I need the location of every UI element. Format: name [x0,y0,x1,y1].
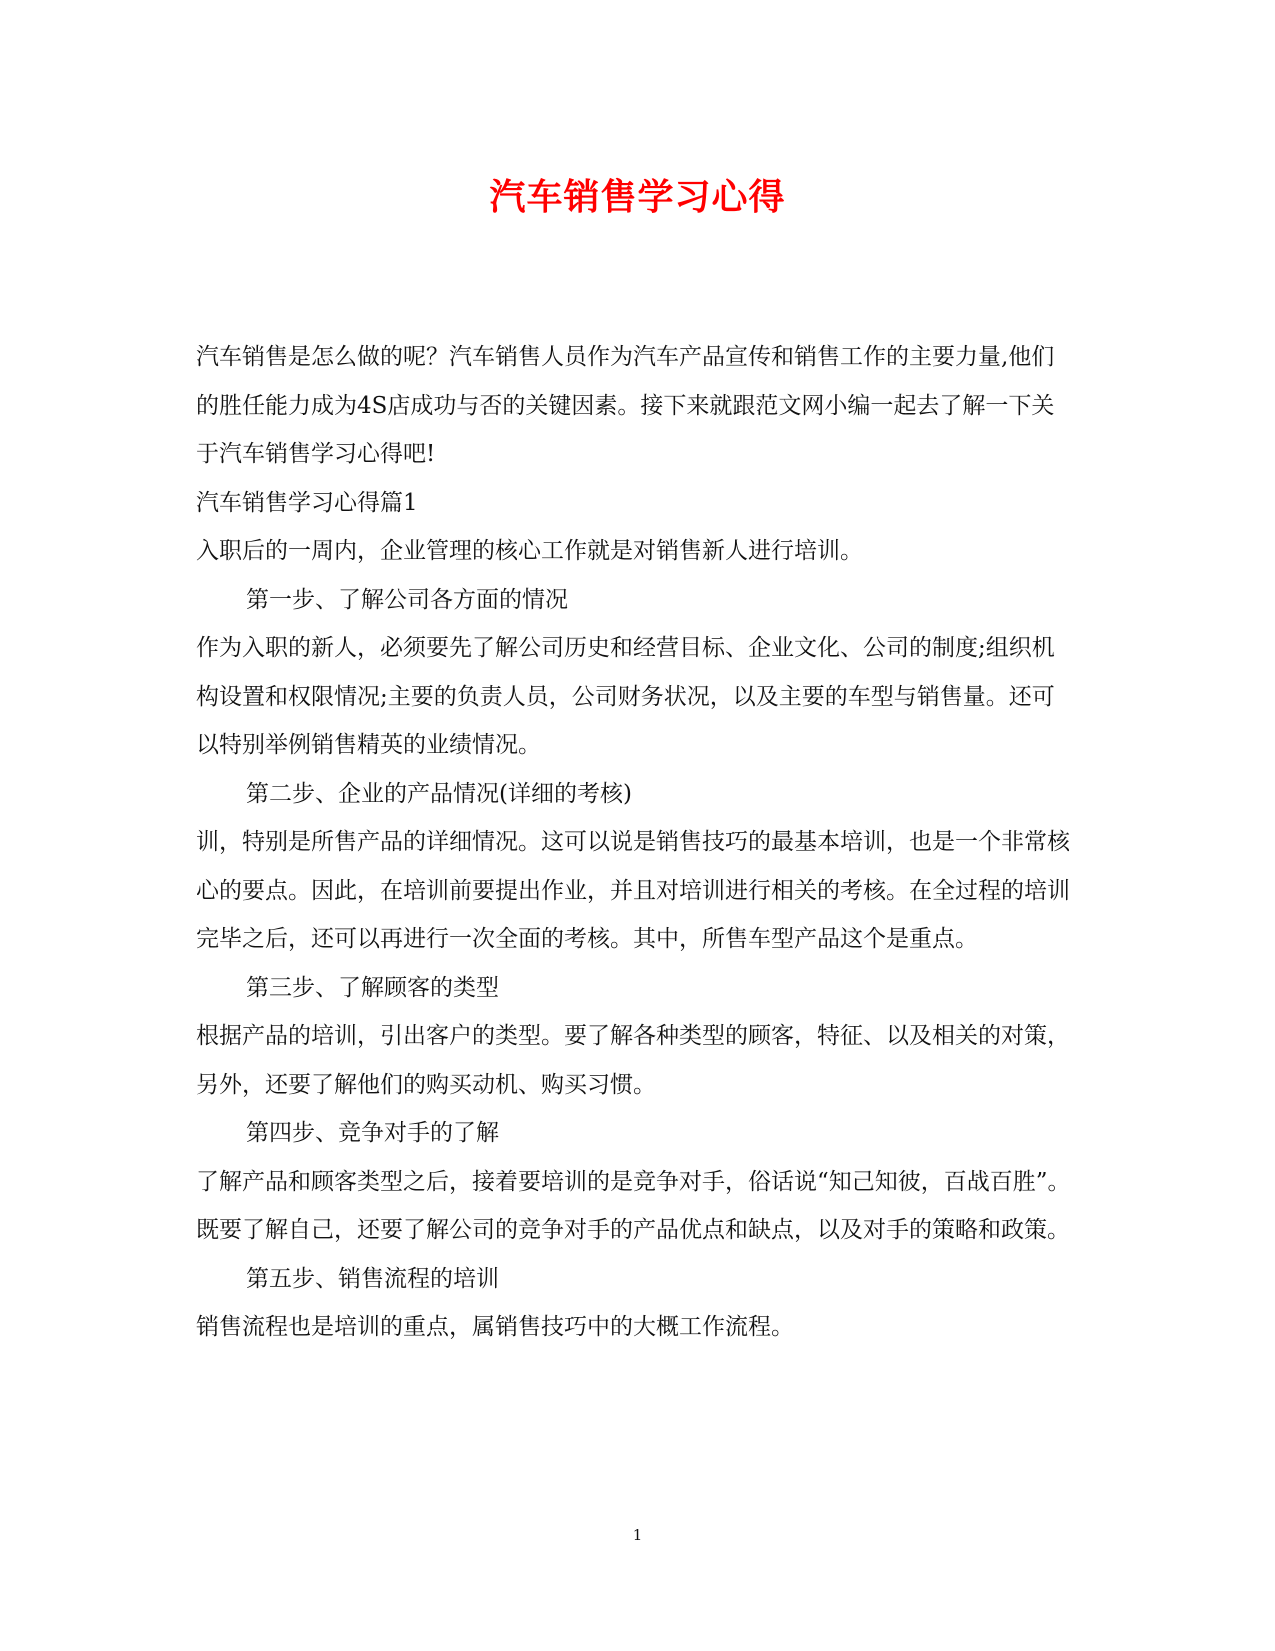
step-3-heading: 第三步、了解顾客的类型 [246,974,499,1001]
step-3-paragraph: 根据产品的培训，引出客户的类型。要了解各种类型的顾客，特征、以及相关的对策，另外，还要了解他们的购买动机、购买习惯。 [196,1023,1070,1098]
step-5-paragraph: 销售流程也是培训的重点，属销售技巧中的大概工作流程。 [196,1314,794,1340]
section-heading: 汽车销售学习心得篇1 [196,489,418,516]
step-4-heading: 第四步、竞争对手的了解 [246,1120,499,1146]
page-number: 1 [632,1526,643,1544]
paragraph-onboarding: 入职后的一周内，企业管理的核心工作就是对销售新人进行培训。 [196,538,863,564]
step-2-heading: 第二步、企业的产品情况(详细的考核) [246,780,632,807]
step-5-heading: 第五步、销售流程的培训 [246,1265,499,1292]
step-1-heading: 第一步、了解公司各方面的情况 [246,586,568,613]
document-body [196,333,1076,1352]
step-4-paragraph: 了解产品和顾客类型之后，接着要培训的是竞争对手，俗话说“知己知彼，百战百胜”。既要了解自己，还要了解公司的竞争对手的产品优点和缺点，以及对手的策略和政策。 [196,1168,1071,1243]
step-1-paragraph: 作为入职的新人，必须要先了解公司历史和经营目标、企业文化、公司的制度;组织机构设置和权限情况;主要的负责人员，公司财务状况，以及主要的车型与销售量。还可以特别举例销售精英的业绩情况。 [196,635,1055,758]
document-title: 汽车销售学习心得 [489,176,786,218]
step-2-paragraph: 训，特别是所售产品的详细情况。这可以说是销售技巧的最基本培训，也是一个非常核心的要点。因此，在培训前要提出作业，并且对培训进行相关的考核。在全过程的培训完毕之后，还可以再进行一次全面的考核。其中，所售车型产品这个是重点。 [196,829,1070,952]
intro-paragraph: 汽车销售是怎么做的呢？汽车销售人员作为汽车产品宣传和销售工作的主要力量,他们的胜任能力成为4S店成功与否的关键因素。接下来就跟范文网小编一起去了解一下关于汽车销售学习心得吧! [196,344,1055,467]
